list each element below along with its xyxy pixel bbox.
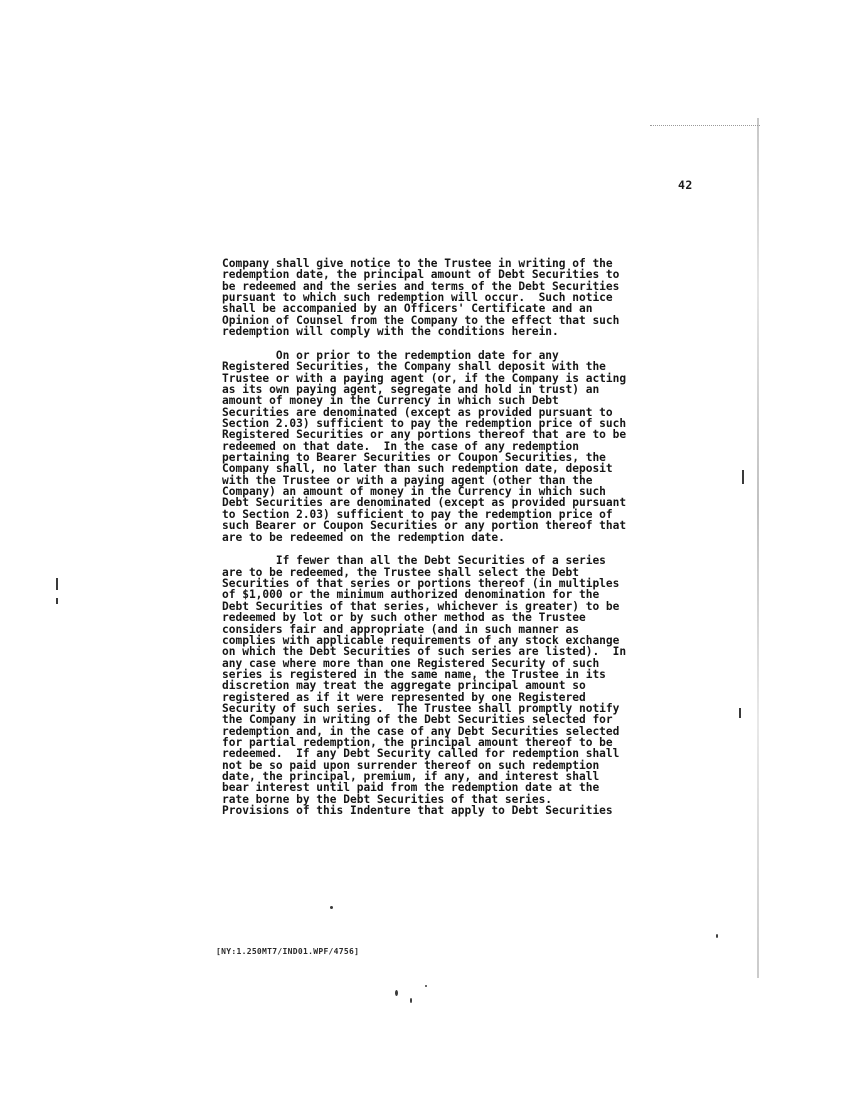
text-line: rate borne by the Debt Securities of that series.: [222, 792, 553, 806]
text-line: Security of such series. The Trustee shall promptly notify: [222, 701, 620, 715]
scan-edge-right: [757, 118, 759, 978]
scan-speck: [742, 470, 744, 484]
text-line: Section 2.03) sufficient to pay the redemption price of such: [222, 417, 627, 431]
text-line: Securities are denominated (except as provided pursuant to: [222, 405, 613, 419]
text-line: redeemed. If any Debt Security called for redemption shall: [222, 747, 620, 761]
text-line: be redeemed and the series and terms of the Debt Securities: [222, 279, 620, 293]
paragraph-deposit-of-redemption-price: [222, 350, 702, 543]
scan-speck: [739, 708, 741, 718]
scan-speck: [330, 906, 333, 909]
text-line: any case where more than one Registered Security of such: [222, 656, 600, 670]
text-line: for partial redemption, the principal amount thereof to be: [222, 735, 613, 749]
text-line: Registered Securities or any portions thereof that are to be: [222, 428, 627, 442]
text-line: redemption and, in the case of any Debt Securities selected: [222, 724, 620, 738]
text-line: Registered Securities, the Company shall deposit with the: [222, 360, 606, 374]
scan-speck: [716, 934, 718, 938]
text-line: Company shall, no later than such redemption date, deposit: [222, 462, 613, 476]
text-line: redeemed by lot or by such other method as the Trustee: [222, 611, 586, 625]
text-line: Opinion of Counsel from the Company to the effect that such: [222, 313, 620, 327]
scan-speck: [395, 990, 398, 996]
text-line: date, the principal, premium, if any, and interest shall: [222, 769, 600, 783]
text-line: the Company in writing of the Debt Securities selected for: [222, 713, 613, 727]
text-line: pertaining to Bearer Securities or Coupon Securities, the: [222, 451, 606, 465]
text-line: not be so paid upon surrender thereof on such redemption: [222, 758, 600, 772]
text-line: Trustee or with a paying agent (or, if the Company is acting: [222, 371, 627, 385]
text-line: If fewer than all the Debt Securities of a series: [222, 554, 606, 568]
text-line: shall be accompanied by an Officers' Certificate and an: [222, 302, 593, 316]
text-line: series is registered in the same name, the Trustee in its: [222, 667, 606, 681]
text-line: Debt Securities are denominated (except as provided pursuant: [222, 496, 627, 510]
text-line: such Bearer or Coupon Securities or any portion thereof that: [222, 519, 627, 533]
text-line: Company) an amount of money in the Currency in which such: [222, 485, 606, 499]
text-line: bear interest until paid from the redemption date at the: [222, 781, 600, 795]
text-line: to Section 2.03) sufficient to pay the redemption price of: [222, 507, 613, 521]
text-line: Company shall give notice to the Trustee in writing of the: [222, 257, 613, 270]
text-line: Securities of that series or portions thereof (in multiples: [222, 577, 620, 591]
text-line: discretion may treat the aggregate principal amount so: [222, 679, 586, 693]
scan-edge-top: [650, 125, 760, 127]
scan-speck: [425, 985, 427, 987]
text-line: Provisions of this Indenture that apply to Debt Securities: [222, 804, 613, 817]
text-line: registered as if it were represented by one Registered: [222, 690, 586, 704]
text-line: redeemed on that date. In the case of any redemption: [222, 439, 579, 453]
page-number: 42: [678, 178, 693, 192]
text-line: Debt Securities of that series, whichever is greater) to be: [222, 599, 620, 613]
paragraph-selection-of-securities: [222, 555, 702, 816]
footer-document-code: [NY:1.250MT7/IND01.WPF/4756]: [216, 947, 360, 956]
scan-speck: [410, 998, 412, 1003]
text-line: pursuant to which such redemption will occur. Such notice: [222, 291, 613, 305]
text-line: are to be redeemed, the Trustee shall select the Debt: [222, 565, 579, 579]
text-line: on which the Debt Securities of such series are listed). In: [222, 645, 627, 659]
text-line: redemption will comply with the conditions herein.: [222, 325, 559, 339]
paragraph-redemption-notice: [222, 258, 702, 337]
text-line: with the Trustee or with a paying agent (other than the: [222, 473, 593, 487]
document-body: [222, 258, 702, 829]
text-line: of $1,000 or the minimum authorized denomination for the: [222, 588, 600, 602]
text-line: are to be redeemed on the redemption date.: [222, 530, 505, 544]
scan-speck: [56, 578, 58, 590]
scan-speck: [56, 598, 58, 604]
text-line: considers fair and appropriate (and in such manner as: [222, 622, 579, 636]
text-line: amount of money in the Currency in which such Debt: [222, 394, 559, 408]
text-line: complies with applicable requirements of any stock exchange: [222, 633, 620, 647]
text-line: On or prior to the redemption date for any: [222, 349, 559, 362]
text-line: as its own paying agent, segregate and hold in trust) an: [222, 383, 600, 397]
text-line: redemption date, the principal amount of Debt Securities to: [222, 268, 620, 282]
